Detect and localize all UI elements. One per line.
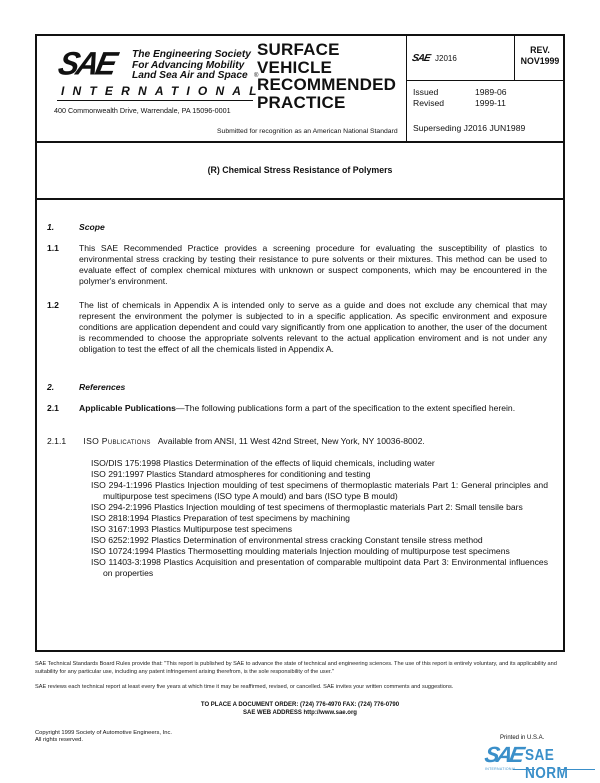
paragraph-1-1 <box>47 243 547 287</box>
section-title: References <box>79 382 126 392</box>
revised-label: Revised <box>413 98 445 108</box>
revision-prefix: REV. <box>530 45 550 55</box>
sae-logo-mark: SAE <box>55 45 118 82</box>
sae-norm-wordmark: SAE NORM <box>525 747 569 782</box>
section-2-heading <box>47 382 125 393</box>
document-number-cell <box>407 36 514 80</box>
paragraph-text: Available from ANSI, 11 West 42nd Street, New York, NY 10036-8002. <box>157 436 425 446</box>
address: 400 Commonwealth Drive, Warrendale, PA 15096-0001 <box>54 106 231 115</box>
policy-notice: SAE Technical Standards Board Rules provide that: "This report is published by SAE to advance the state of technical and engineering sciences. The use of this report is entirely voluntary, and its applicability and suitability for any particular use, including any patent infringement arising therefrom, is the sole responsibility of the user." <box>35 661 557 675</box>
sae-norm-watermark <box>482 742 598 782</box>
revision-date: NOV1999 <box>520 56 560 66</box>
order-line: TO PLACE A DOCUMENT ORDER: (724) 776-4970 FAX: (724) 776-0790 <box>200 702 400 708</box>
paragraph-lead: Applicable Publications <box>79 403 176 413</box>
tagline-line-3: Land Sea Air and Space <box>132 70 248 81</box>
revision-label <box>515 45 565 67</box>
reference-item: ISO 6252:1992 Plastics Determination of environmental stress cracking Constant tensile stress method <box>91 535 483 545</box>
copyright-block <box>35 730 172 744</box>
title-band <box>37 143 563 200</box>
reference-list <box>91 458 548 579</box>
section-1-heading <box>47 222 105 233</box>
reference-item: ISO 294-1:1996 Plastics Injection moulding of test specimens of thermoplastic materials Part 1: General principles and multipurpose test specimens (ISO type A mould) and bars (ISO type B mould) <box>91 480 548 501</box>
paragraph-number: 1.2 <box>47 300 59 310</box>
tagline-line-1: The Engineering Society <box>132 49 251 60</box>
printed-in: Printed in U.S.A. <box>500 735 545 741</box>
tagline-line-2: For Advancing Mobility <box>132 59 245 71</box>
document-number-row <box>407 36 564 81</box>
paragraph-number: 2.1 <box>47 403 59 413</box>
reference-item: ISO 294-2:1996 Plastics Injection moulding of test specimens of thermoplastic materials Part 2: Small tensile bars <box>91 502 523 512</box>
superseding-note: Superseding J2016 JUN1989 <box>413 123 526 133</box>
document-type <box>257 41 396 111</box>
document-title: (R) Chemical Stress Resistance of Polymers <box>207 165 393 175</box>
registered-mark: ® <box>254 73 259 79</box>
paragraph-number: 2.1.1 <box>47 436 67 446</box>
doctype-line-2: VEHICLE <box>257 57 333 77</box>
dates-cell <box>407 81 564 141</box>
paragraph-number: 1.1 <box>47 243 59 253</box>
doctype-line-4: PRACTICE <box>257 92 346 112</box>
rights-text: All rights reserved. <box>35 737 84 743</box>
document-header <box>37 36 563 143</box>
logo-rule <box>57 100 253 101</box>
section-title: Scope <box>79 222 105 232</box>
revision-cell <box>514 36 565 80</box>
reference-item: ISO 3167:1993 Plastics Multipurpose test specimens <box>91 524 293 534</box>
issued-value: 1989-06 <box>475 87 507 97</box>
doctype-line-1: SURFACE <box>257 40 340 59</box>
revised-value: 1999-11 <box>475 98 506 108</box>
reference-item: ISO 2818:1994 Plastics Preparation of test specimens by machining <box>91 513 350 523</box>
section-number: 1. <box>47 222 55 232</box>
international-wordmark: INTERNATIONAL <box>61 84 265 98</box>
document-frame <box>35 34 565 652</box>
issued-row <box>413 87 507 97</box>
review-notice: SAE reviews each technical report at least every five years at which time it may be reaffirmed, revised, or cancelled. SAE invites your written comments and suggestions. <box>35 684 454 690</box>
section-number: 2. <box>47 382 55 392</box>
paragraph-text: The list of chemicals in Appendix A is intended only to serve as a guide and does not exclude any chemical that may represent the environment the polymer is subjected to in a specific application. As specific environment and exposure conditions are application dependent and could vary significantly from one application to another, the user of the document is recommended to choose the appropriate solvents relevant to the actual application enviroment and is not under any obligation to test the effect of all the chemicals listed in Appendix A. <box>79 300 547 354</box>
document-number: J2016 <box>435 54 457 63</box>
paragraph-text: This SAE Recommended Practice provides a screening procedure for evaluating the susceptibility of plastics to environmental stress cracking by testing their resistance to pure solvents or their mixtures. This method can be used to evaluate effect of complex chemical mixtures with unknown or suspect components, which may be encountered in the polymer's environment. <box>79 243 547 286</box>
web-address-line: SAE WEB ADDRESS http://www.sae.org <box>243 710 357 716</box>
paragraph-text <box>79 403 547 414</box>
paragraph-1-2 <box>47 300 547 355</box>
revised-row <box>413 98 506 108</box>
doctype-line-3: RECOMMENDED <box>257 75 397 94</box>
reference-item: ISO 11403-3:1998 Plastics Acquisition and presentation of comparable multipoint data Part 3: Environmental influences on properties <box>91 557 548 578</box>
issued-label: Issued <box>413 87 439 97</box>
reference-item: ISO 10724:1994 Plastics Thermosetting moulding materials Injection moulding of multipurpose test specimens <box>91 546 510 556</box>
paragraph-body: —The following publications form a part of the specification to the extent specified herein. <box>175 403 516 413</box>
paragraph-label: ISO Publications <box>83 436 151 446</box>
ansi-submission-note: Submitted for recognition as an American National Standard <box>217 128 398 135</box>
watermark-rule-left <box>513 769 535 770</box>
sae-norm-subtext: INTERNATIONAL <box>485 767 517 771</box>
header-right-cell <box>406 36 564 141</box>
sae-tagline <box>132 50 251 82</box>
header-left-cell <box>37 36 406 141</box>
paragraph-2-1 <box>47 403 547 414</box>
copyright-text: Copyright 1999 Society of Automotive Engineers, Inc. <box>35 730 172 736</box>
sae-norm-mark-icon: SAE <box>482 742 524 767</box>
reference-item: ISO/DIS 175:1998 Plastics Determination of the effects of liquid chemicals, including water <box>91 458 435 468</box>
small-sae-logo: SAE <box>410 53 431 64</box>
reference-item: ISO 291:1997 Plastics Standard atmospheres for conditioning and testing <box>91 469 371 479</box>
paragraph-2-1-1 <box>47 436 425 447</box>
watermark-rule-right <box>561 769 595 770</box>
